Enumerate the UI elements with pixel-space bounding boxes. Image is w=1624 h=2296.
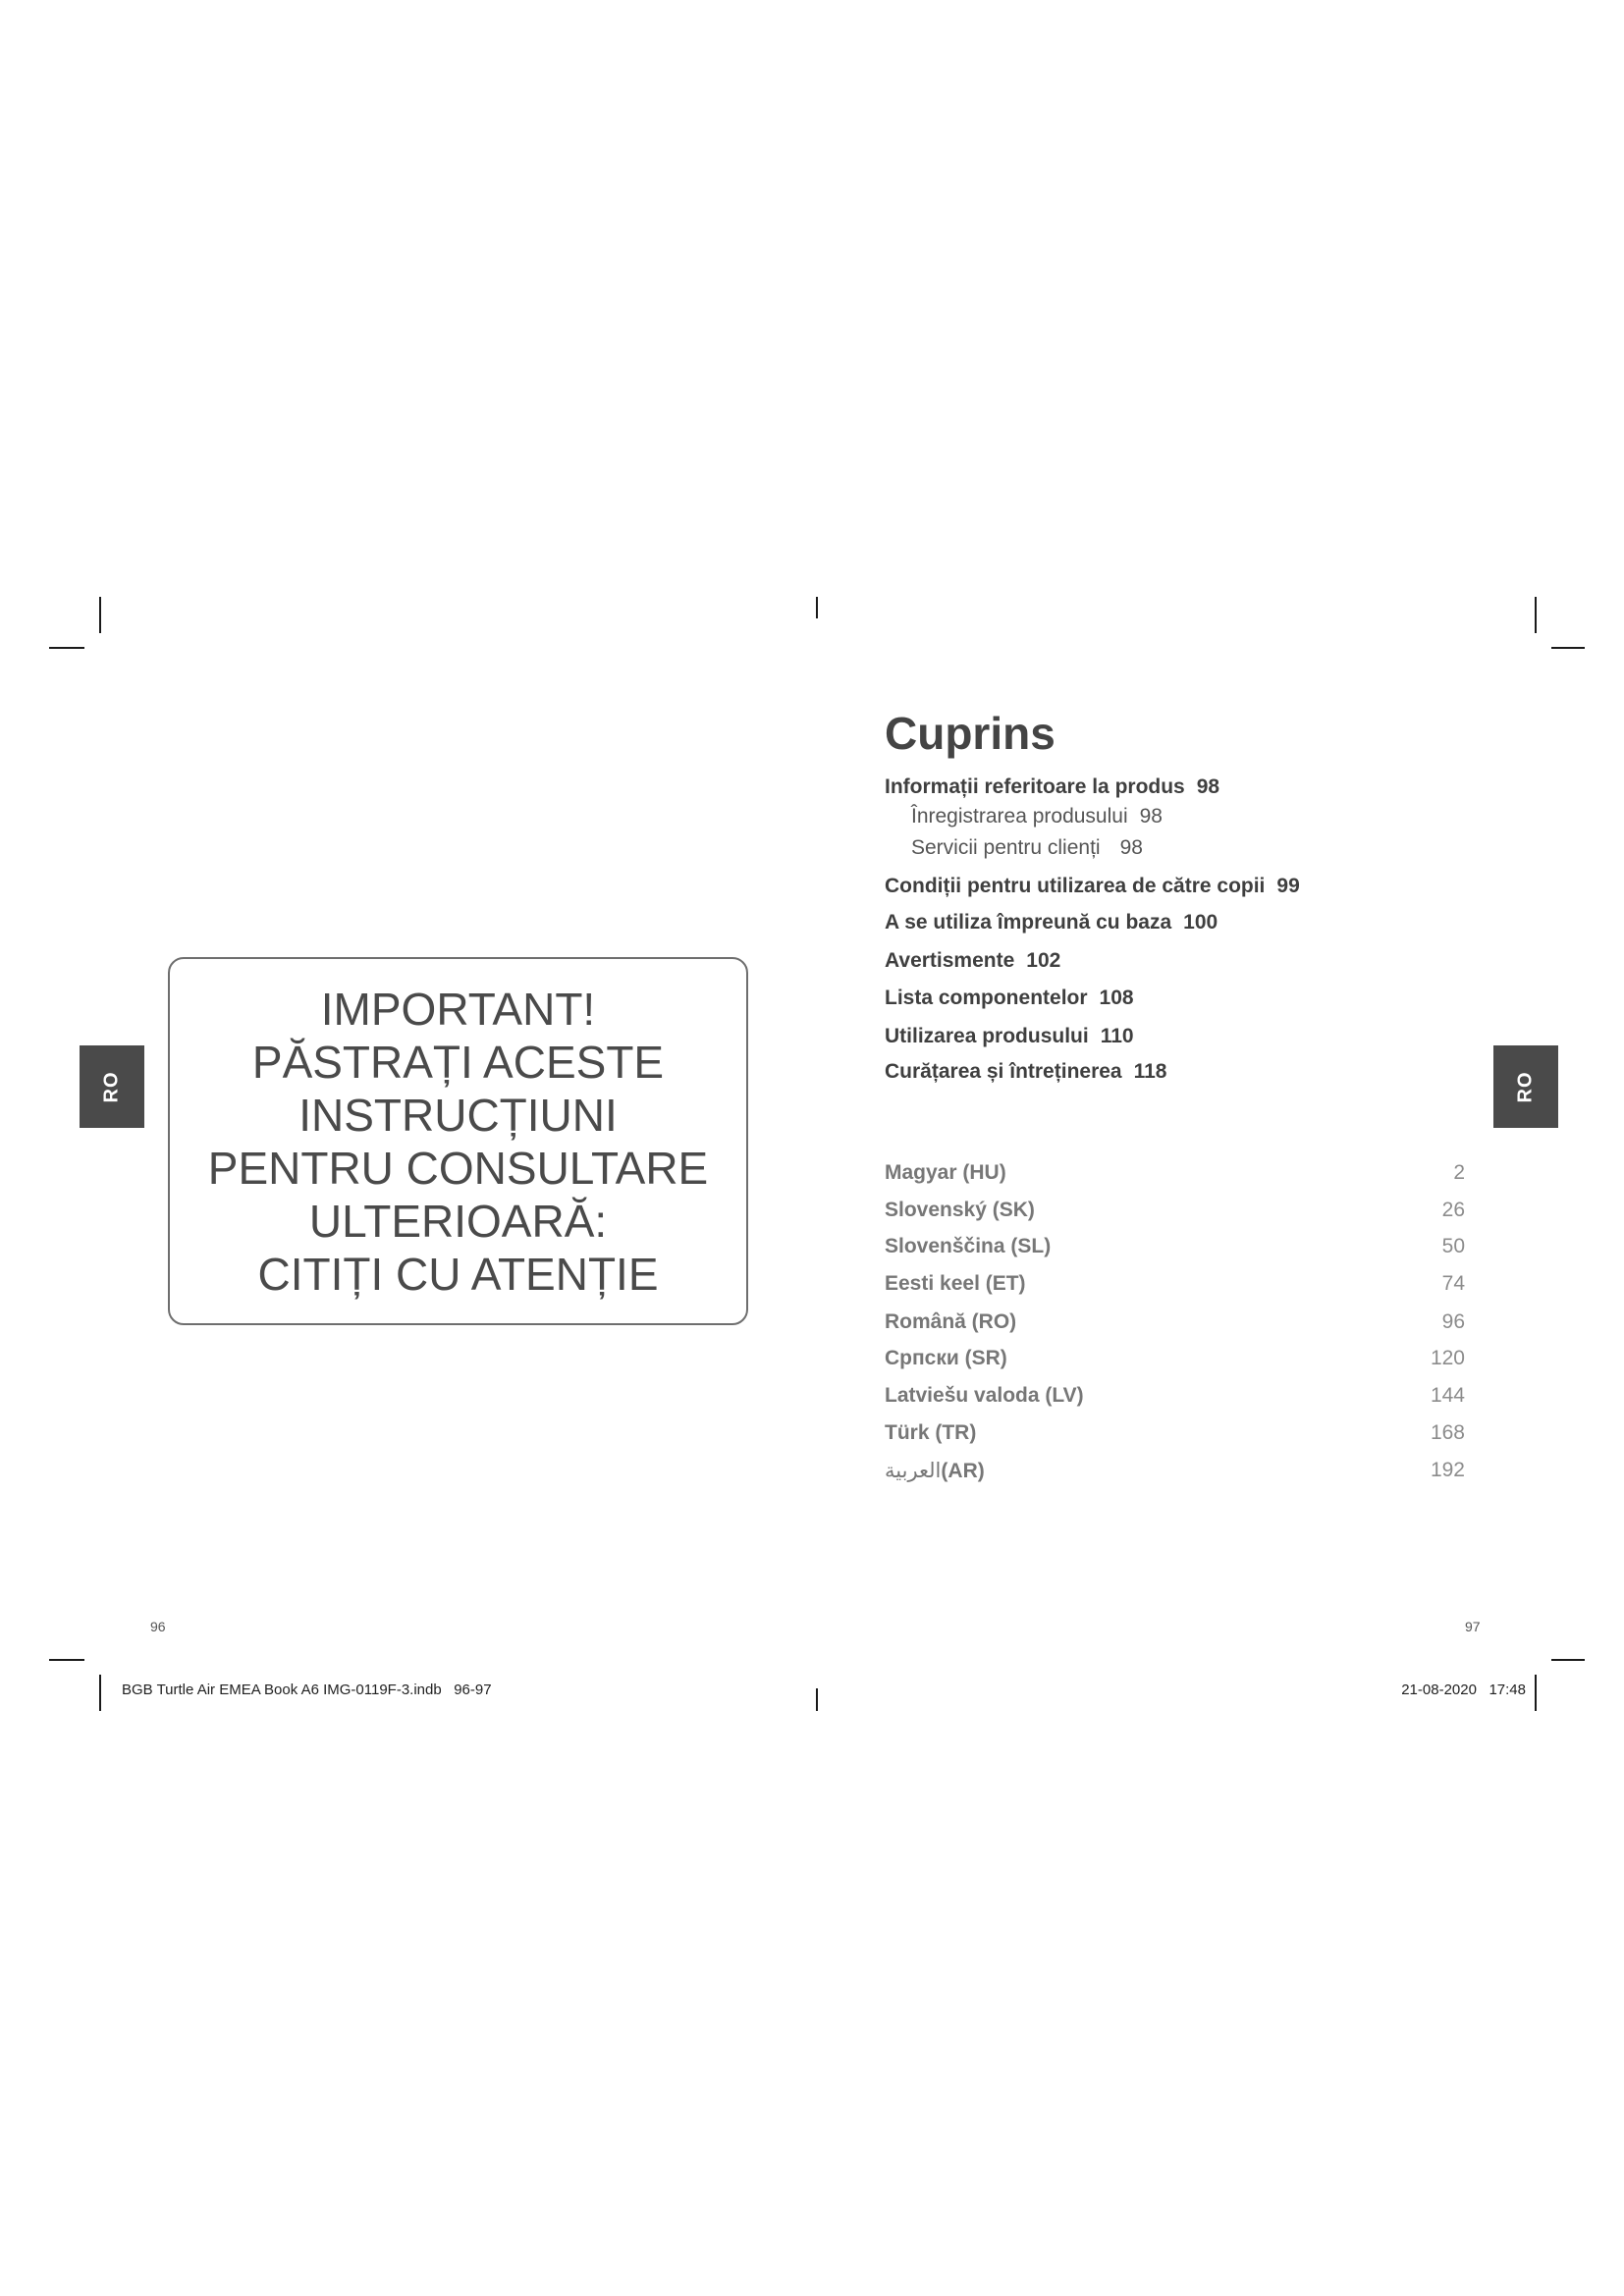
language-name-arabic: العربية [885, 1459, 942, 1482]
language-entry [885, 1308, 1465, 1337]
toc-entry [885, 872, 1300, 901]
language-tab-right [1493, 1045, 1558, 1128]
language-entry [885, 1381, 1465, 1411]
toc-entry-label: Utilizarea produsului [885, 1025, 1089, 1047]
language-code: (AR) [941, 1460, 985, 1482]
language-page: 168 [1430, 1421, 1465, 1444]
important-notice-box [168, 957, 748, 1325]
language-entry [885, 1232, 1465, 1261]
language-name: Српски (SR) [885, 1347, 1007, 1369]
toc-entry-label: Condiții pentru utilizarea de către copii [885, 875, 1266, 897]
page-title: Cuprins [885, 708, 1056, 759]
crop-mark [1535, 1675, 1537, 1711]
language-tab-left [80, 1045, 144, 1128]
notice-line: INSTRUCȚIUNI [298, 1089, 618, 1141]
notice-line: ULTERIOARĂ: [308, 1195, 608, 1247]
toc-entry [885, 1057, 1167, 1087]
language-name: Latviešu valoda (LV) [885, 1384, 1084, 1407]
crop-mark [816, 597, 818, 618]
slug-date: 21-08-2020 [1401, 1682, 1477, 1698]
toc-entry-label: Informații referitoare la produs [885, 775, 1185, 798]
toc-entry [885, 908, 1218, 937]
language-name: Eesti keel (ET) [885, 1272, 1026, 1295]
toc-subentry-page: 98 [1119, 836, 1143, 859]
toc-entry-page: 110 [1100, 1025, 1134, 1047]
language-name: Magyar (HU) [885, 1161, 1006, 1184]
notice-line: PĂSTRAȚI ACESTE [251, 1036, 665, 1088]
language-entry [885, 1344, 1465, 1373]
toc-entry [885, 773, 1219, 802]
crop-mark [49, 1659, 84, 1661]
toc-entry-page: 98 [1196, 775, 1220, 798]
crop-mark [99, 597, 101, 633]
language-entry [885, 1269, 1465, 1299]
slug-pages: 96-97 [454, 1682, 492, 1698]
language-page: 26 [1441, 1199, 1465, 1221]
slug-time: 17:48 [1489, 1682, 1526, 1698]
print-slug-file [122, 1681, 492, 1700]
slug-file-name: BGB Turtle Air EMEA Book A6 IMG-0119F-3.indb [122, 1682, 442, 1698]
language-tab-label: RO [1514, 1071, 1537, 1102]
notice-line: CITIȚI CU ATENȚIE [257, 1248, 659, 1300]
notice-line: PENTRU CONSULTARE [207, 1142, 709, 1194]
language-name [885, 1456, 985, 1485]
language-page: 2 [1453, 1161, 1465, 1184]
toc-subentry-label: Înregistrarea produsului [911, 805, 1128, 828]
toc-entry-label: A se utiliza împreună cu baza [885, 911, 1172, 934]
language-entry [885, 1158, 1465, 1188]
crop-mark [49, 647, 84, 649]
crop-mark [1535, 597, 1537, 633]
language-page: 74 [1441, 1272, 1465, 1295]
language-entry [885, 1418, 1465, 1448]
toc-entry [885, 984, 1134, 1013]
toc-subentry-label: Servicii pentru clienți [911, 836, 1101, 859]
language-name: Türk (TR) [885, 1421, 977, 1444]
crop-mark [1551, 647, 1585, 649]
language-page: 120 [1430, 1347, 1465, 1369]
toc-subentry [911, 802, 1163, 831]
language-page: 192 [1430, 1459, 1465, 1481]
toc-entry-page: 102 [1026, 949, 1061, 972]
language-page: 96 [1441, 1310, 1465, 1333]
language-page: 144 [1430, 1384, 1465, 1407]
toc-entry-page: 118 [1133, 1060, 1167, 1083]
toc-entry-page: 100 [1183, 911, 1218, 934]
crop-mark [816, 1688, 818, 1711]
crop-mark [1551, 1659, 1585, 1661]
crop-mark [99, 1675, 101, 1711]
toc-entry-label: Curățarea și întreținerea [885, 1060, 1122, 1083]
language-name: Slovenščina (SL) [885, 1235, 1052, 1257]
toc-entry-label: Avertismente [885, 949, 1015, 972]
toc-subentry [911, 833, 1143, 863]
language-name: Română (RO) [885, 1310, 1017, 1333]
language-page: 50 [1441, 1235, 1465, 1257]
toc-entry [885, 1022, 1134, 1051]
print-slug-timestamp [1401, 1681, 1526, 1700]
toc-entry-page: 108 [1099, 987, 1134, 1009]
notice-line: IMPORTANT! [320, 983, 596, 1035]
language-name: Slovenský (SK) [885, 1199, 1035, 1221]
toc-subentry-page: 98 [1139, 805, 1163, 828]
language-entry [885, 1456, 1465, 1485]
language-tab-label: RO [100, 1071, 123, 1102]
toc-entry [885, 946, 1060, 976]
toc-entry-page: 99 [1276, 875, 1300, 897]
toc-entry-label: Lista componentelor [885, 987, 1088, 1009]
page-number-right: 97 [1465, 1619, 1481, 1634]
page-number-left: 96 [150, 1619, 166, 1634]
language-entry [885, 1196, 1465, 1225]
